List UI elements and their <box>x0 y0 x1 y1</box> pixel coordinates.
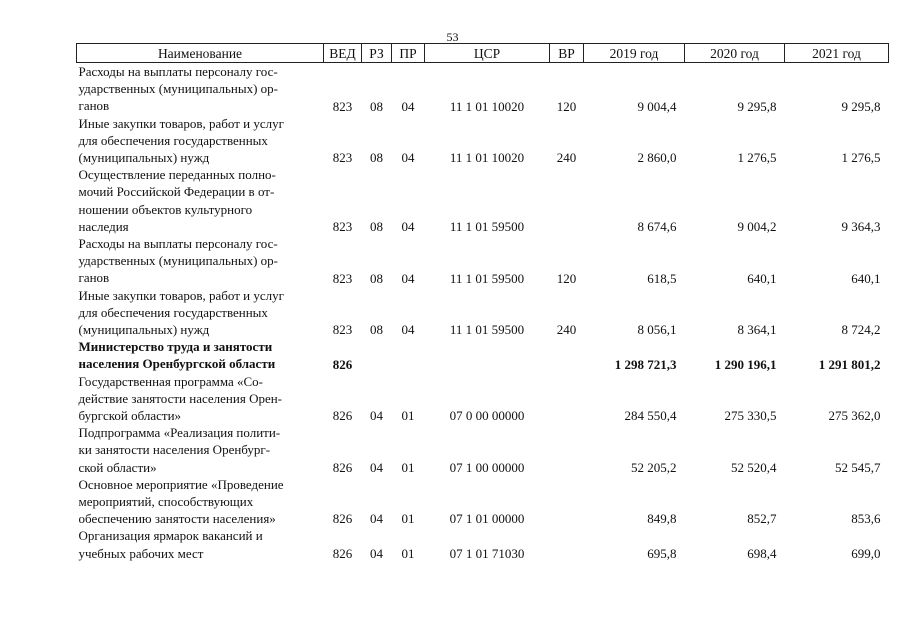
row-csr: 07 0 00 00000 <box>449 408 525 424</box>
row-ved: 826 <box>332 356 353 372</box>
row-pr <box>392 338 425 372</box>
row-vr <box>550 338 584 372</box>
row-2020: 1 290 196,1 <box>714 356 777 372</box>
row-rz: 08 <box>370 98 383 114</box>
row-vr <box>550 527 584 561</box>
row-2021: 1 276,5 <box>841 150 881 166</box>
row-name: Подпрограмма «Реализация полити- ки занятости населения Оренбург- ской области» <box>78 425 281 475</box>
row-vr <box>550 166 584 235</box>
row-ved: 823 <box>332 219 353 235</box>
table-row <box>77 63 889 115</box>
row-name: Иные закупки товаров, работ и услуг для обеспечения государственных (муниципальных) нужд <box>78 287 284 338</box>
row-name: Расходы на выплаты персоналу гос- ударственных (муниципальных) ор- ганов <box>78 64 278 114</box>
row-pr: 04 <box>401 322 415 338</box>
row-csr: 11 1 01 10020 <box>449 98 525 114</box>
row-rz: 08 <box>370 150 383 166</box>
row-2021: 1 291 801,2 <box>818 356 881 372</box>
budget-table <box>76 43 889 562</box>
header-2021: 2021 год <box>785 44 889 63</box>
table-header-row <box>77 44 889 63</box>
page-number: 53 <box>446 30 459 44</box>
row-2021: 640,1 <box>851 270 881 286</box>
row-2020: 9 295,8 <box>737 98 777 114</box>
table-row <box>77 115 889 167</box>
table-row <box>77 166 889 235</box>
row-2019: 849,8 <box>647 511 677 527</box>
row-rz: 08 <box>370 270 383 286</box>
row-2019: 1 298 721,3 <box>614 356 677 372</box>
row-vr <box>550 476 584 528</box>
header-name: Наименование <box>77 44 324 63</box>
row-2019: 9 004,4 <box>637 98 677 114</box>
row-2019: 8 056,1 <box>637 322 677 338</box>
header-csr: ЦСР <box>425 44 550 63</box>
row-2020: 698,4 <box>747 545 777 561</box>
table-row <box>77 338 889 372</box>
row-csr: 11 1 01 59500 <box>449 219 525 235</box>
row-2019: 695,8 <box>647 545 677 561</box>
row-ved: 823 <box>332 150 353 166</box>
row-2020: 640,1 <box>747 270 777 286</box>
header-ved: ВЕД <box>324 44 362 63</box>
header-rz: РЗ <box>362 44 392 63</box>
row-name: Основное мероприятие «Проведение мероприятий, способствующих обеспечению занятости населения» <box>78 476 284 527</box>
table-row <box>77 235 889 287</box>
row-2020: 52 520,4 <box>731 459 777 475</box>
row-name: Осуществление переданных полно- мочий Российской Федерации в от- ношении объектов культурного наследия <box>78 167 276 234</box>
row-2019: 618,5 <box>647 270 677 286</box>
table-row <box>77 476 889 528</box>
row-rz: 04 <box>370 545 383 561</box>
row-vr <box>550 424 584 476</box>
row-vr: 120 <box>556 98 577 114</box>
row-2020: 1 276,5 <box>737 150 777 166</box>
row-csr: 07 1 01 71030 <box>449 545 525 561</box>
row-rz <box>362 338 392 372</box>
row-2021: 9 295,8 <box>841 98 881 114</box>
row-vr: 120 <box>556 270 577 286</box>
row-2020: 8 364,1 <box>737 322 777 338</box>
row-pr: 04 <box>401 219 415 235</box>
header-vr: ВР <box>550 44 584 63</box>
row-ved: 826 <box>332 408 353 424</box>
row-rz: 04 <box>370 459 383 475</box>
row-csr <box>425 338 550 372</box>
row-pr: 01 <box>401 511 415 527</box>
row-vr: 240 <box>556 322 577 338</box>
row-name: Иные закупки товаров, работ и услуг для обеспечения государственных (муниципальных) нужд <box>78 115 284 166</box>
row-2019: 2 860,0 <box>637 150 677 166</box>
row-rz: 08 <box>370 219 383 235</box>
row-name: Министерство труда и занятости населения Оренбургской области <box>78 339 276 372</box>
row-rz: 04 <box>370 511 383 527</box>
row-2020: 852,7 <box>747 511 777 527</box>
row-csr: 07 1 00 00000 <box>449 459 525 475</box>
row-2019: 284 550,4 <box>624 408 677 424</box>
row-2021: 9 364,3 <box>841 219 881 235</box>
row-2020: 275 330,5 <box>724 408 777 424</box>
row-ved: 823 <box>332 270 353 286</box>
row-csr: 11 1 01 59500 <box>449 270 525 286</box>
row-vr <box>550 373 584 425</box>
row-rz: 08 <box>370 322 383 338</box>
row-2021: 52 545,7 <box>835 459 881 475</box>
row-2019: 52 205,2 <box>631 459 677 475</box>
row-pr: 01 <box>401 408 415 424</box>
row-vr: 240 <box>556 150 577 166</box>
header-2019: 2019 год <box>584 44 685 63</box>
table-row <box>77 373 889 425</box>
header-pr: ПР <box>392 44 425 63</box>
row-name: Расходы на выплаты персоналу гос- ударственных (муниципальных) ор- ганов <box>78 236 278 286</box>
row-csr: 07 1 01 00000 <box>449 511 525 527</box>
row-pr: 04 <box>401 150 415 166</box>
row-csr: 11 1 01 10020 <box>449 150 525 166</box>
row-2021: 8 724,2 <box>841 322 881 338</box>
row-2019: 8 674,6 <box>637 219 677 235</box>
table-row <box>77 527 889 561</box>
row-ved: 823 <box>332 322 353 338</box>
row-ved: 826 <box>332 545 353 561</box>
row-rz: 04 <box>370 408 383 424</box>
row-name: Государственная программа «Со- действие занятости населения Орен- бургской области» <box>78 373 283 424</box>
row-ved: 823 <box>332 98 353 114</box>
row-2021: 275 362,0 <box>828 408 881 424</box>
row-ved: 826 <box>332 511 353 527</box>
table-row <box>77 287 889 339</box>
row-name: Организация ярмарок вакансий и учебных рабочих мест <box>78 528 263 561</box>
row-2021: 853,6 <box>851 511 881 527</box>
row-pr: 01 <box>401 545 415 561</box>
row-pr: 04 <box>401 270 415 286</box>
header-2020: 2020 год <box>685 44 785 63</box>
row-pr: 01 <box>401 459 415 475</box>
row-pr: 04 <box>401 98 415 114</box>
row-2020: 9 004,2 <box>737 219 777 235</box>
table-row <box>77 424 889 476</box>
row-ved: 826 <box>332 459 353 475</box>
row-csr: 11 1 01 59500 <box>449 322 525 338</box>
row-2021: 699,0 <box>851 545 881 561</box>
